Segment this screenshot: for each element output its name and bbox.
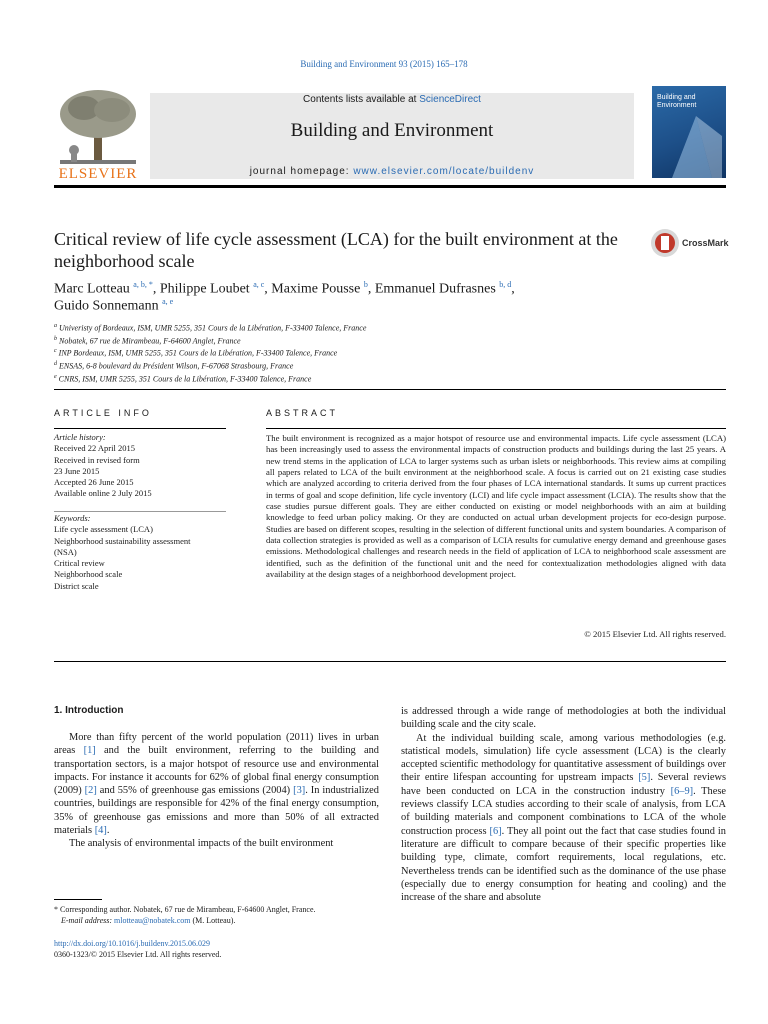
author-affiliation-marks[interactable]: a, e (162, 297, 174, 306)
affiliation-key: a (54, 323, 57, 329)
citation-link[interactable]: [1] (83, 745, 96, 757)
text-run: and the built environment, referring to the building and transportation sectors, is a major hotspot of resource use and environmental impacts. For instance it accounts for 62% of global final energy consumption (2009) (54, 745, 380, 797)
abstract-heading: ABSTRACT (266, 408, 339, 418)
header-rule (54, 185, 726, 188)
keyword-item: (NSA) (54, 546, 77, 557)
author-separator: , (152, 281, 160, 297)
paragraph: The analysis of environmental impacts of the built environment (69, 838, 334, 850)
email-link[interactable]: mlotteau@nobatek.com (114, 916, 191, 925)
crossmark-label: CrossMark (682, 238, 729, 248)
text-run: and 55% of greenhouse gas emissions (2004) (96, 785, 294, 797)
body-column-left (54, 731, 379, 851)
section-rule (266, 428, 726, 429)
authors-line (54, 280, 515, 298)
author-name[interactable]: Emmanuel Dufrasnes (374, 281, 496, 297)
publisher-name: ELSEVIER (58, 166, 138, 182)
author-affiliation-marks[interactable]: b, d (499, 280, 512, 289)
section-rule (54, 428, 226, 429)
text-run: . These reviews classify LCA studies according to their scale of analysis, from LCA of building materials and component combinations to LCA of the whole construction process (401, 785, 726, 837)
author-affiliation-marks[interactable]: a, c (253, 280, 265, 289)
keyword-item: District scale (54, 580, 99, 591)
email-label: E-mail address: (61, 916, 113, 925)
citation-link[interactable]: [3] (293, 785, 306, 797)
history-item: Available online 2 July 2015 (54, 488, 152, 499)
citation-link[interactable]: [6] (489, 825, 502, 837)
history-item: Accepted 26 June 2015 (54, 477, 134, 488)
cover-building-icon (652, 86, 726, 178)
author-name[interactable]: Guido Sonnemann (54, 298, 159, 314)
doi-block (54, 938, 384, 960)
footnote-rule (54, 899, 102, 900)
author-separator: , (264, 281, 272, 297)
text-run: . Several reviews have been conducted on LCA in the construction industry (401, 772, 726, 797)
affiliation-text: Univeristy of Bordeaux, ISM, UMR 5255, 351 Cours de la Libération, F-33400 Talence, France (59, 323, 367, 333)
introduction-heading: 1. Introduction (54, 705, 124, 716)
history-label: Article history: (54, 432, 106, 442)
contents-line (150, 94, 634, 105)
issn-line: 0360-1323/© 2015 Elsevier Ltd. All rights reserved. (54, 950, 222, 959)
abstract-text: The built environment is recognized as a major hotspot of resource use and environmental impacts. Life cycle assessment (LCA) has been increasingly used to assess the environmental impacts of construction products and buildings during the last 25 years. A new trend stems in the application of LCA to larger systems such as urban islets or neighborhoods. This review aims at compiling all papers related to LCA of the built environment at the neighborhood scale. A focus is carried out on 21 existing case studies which are analyzed according to criteria derived from the four phases of LCA international standards. It sums up current practices in terms of goal and scope definition, life cycle inventory (LCI) and life cycle impact assessment (LCIA). The results show that the case studies pursue different goals. They are either conducted on existing or model neighborhoods with an aim at building knowledge to feed urban policy making. Or they are conducted on actual urban development projects for eco-design purpose. Studies are based on different scopes, resulting in the selection of different functional units and system boundaries. A comparison of data collection strategies is provided as well as a comparison of LCIA results for cumulative energy demand and greenhouse gases emissions. Methodological challenges and research needs in the field of application of LCA to neighborhood scale assessment are identified, such as the definition of the functional unit and the need for contextualization methodologies aligned with data availability at the design stages of a neighborhood development project. (266, 433, 726, 580)
section-rule (54, 389, 726, 390)
article-info-heading: ARTICLE INFO (54, 408, 152, 418)
journal-title: Building and Environment (290, 120, 494, 141)
text-run: . (106, 825, 110, 837)
email-suffix: (M. Lotteau). (192, 916, 236, 925)
journal-reference-link[interactable]: Building and Environment 93 (2015) 165–178 (300, 59, 468, 69)
author-separator: , (367, 281, 375, 297)
text-run: . In industrialized countries, buildings are responsible for 42% of the final energy consumption, 35% of greenhouse gas emissions and more than 50% of all extracted materials (54, 785, 379, 837)
history-item: 23 June 2015 (54, 465, 100, 476)
abstract-copyright: © 2015 Elsevier Ltd. All rights reserved. (584, 629, 726, 639)
citation-link[interactable]: [6–9] (670, 785, 694, 797)
citation-link[interactable]: [4] (94, 825, 107, 837)
article-history (54, 432, 226, 500)
text-run: . They all point out the fact that case studies found in literature are difficult to compare because of their specific properties like building type, climate, comfort requirements, local regulations, etc. Nevertheless trends can be identified such as the dominance of the use phase (especially due to energy consumption for heating and cooling) and the increase of the share and absolute (401, 825, 726, 904)
affiliation-item (54, 359, 366, 372)
affiliation-item (54, 321, 366, 334)
body-column-right (401, 705, 726, 904)
keyword-item: Critical review (54, 558, 105, 569)
keywords-rule (54, 511, 226, 512)
keyword-item: Neighborhood sustainability assessment (54, 535, 191, 546)
keyword-item: Life cycle assessment (LCA) (54, 524, 153, 535)
affiliation-item (54, 372, 366, 385)
doi-link[interactable]: http://dx.doi.org/10.1016/j.buildenv.2015.06.029 (54, 939, 210, 948)
keywords (54, 513, 226, 592)
cover-title: Building and Environment (657, 94, 697, 109)
paragraph (54, 731, 379, 837)
citation-link[interactable]: [5] (638, 772, 651, 784)
publisher-logo (54, 86, 142, 184)
crossmark-icon (650, 228, 680, 258)
journal-cover-image (652, 86, 726, 178)
homepage-prefix: journal homepage: (249, 166, 350, 177)
footnote (54, 904, 384, 926)
article-title: Critical review of life cycle assessment (LCA) for the built environment at the neighborhood scale (54, 229, 618, 271)
contents-prefix: Contents lists available at (303, 94, 417, 105)
author-affiliation-marks[interactable]: a, b, * (133, 280, 153, 289)
affiliation-key: b (54, 335, 57, 342)
affiliation-text: Nobatek, 67 rue de Mirambeau, F-64600 Anglet, France (59, 336, 241, 346)
affiliation-key: d (54, 360, 57, 367)
sciencedirect-link[interactable]: ScienceDirect (419, 94, 481, 105)
affiliation-item (54, 334, 366, 347)
history-item: Received 22 April 2015 (54, 443, 135, 454)
crossmark-button[interactable] (650, 228, 730, 258)
paragraph (401, 732, 726, 905)
affiliation-key: c (54, 348, 57, 355)
homepage-line (150, 166, 634, 177)
paragraph: is addressed through a wide range of methodologies at both the individual building scale and the city scale. (401, 706, 726, 731)
affiliations (54, 321, 366, 384)
affiliation-item (54, 346, 366, 359)
author-separator: , (511, 281, 515, 297)
authors-line (54, 297, 173, 315)
history-item: Received in revised form (54, 454, 140, 465)
footnote-line (54, 904, 384, 915)
affiliation-key: e (54, 373, 57, 380)
affiliation-text: INP Bordeaux, ISM, UMR 5255, 351 Cours de la Libération, F-33400 Talence, France (58, 348, 338, 358)
keywords-label: Keywords: (54, 513, 91, 523)
footnote-marker: * (54, 905, 58, 914)
affiliation-text: CNRS, ISM, UMR 5255, 351 Cours de la Libération, F-33400 Talence, France (58, 374, 312, 384)
keyword-item: Neighborhood scale (54, 569, 123, 580)
text-run: More than fifty percent of the world population (2011) lives in urban areas (54, 732, 379, 757)
author-name[interactable]: Maxime Pousse (271, 281, 361, 297)
author-name[interactable]: Marc Lotteau (54, 281, 130, 297)
author-affiliation-marks[interactable]: b (363, 280, 368, 289)
homepage-link[interactable]: www.elsevier.com/locate/buildenv (353, 166, 535, 177)
footnote-text: Corresponding author. Nobatek, 67 rue de Mirambeau, F-64600 Anglet, France. (60, 905, 316, 914)
section-rule (54, 661, 726, 662)
affiliation-text: ENSAS, 6-8 boulevard du Président Wilson, F-67068 Strasbourg, France (59, 361, 294, 371)
footnote-line (54, 915, 384, 926)
text-run: At the individual building scale, among various methodologies (e.g. statistical models, simulation) life cycle assessment (LCA) is the clearly accepted scientific methodology for quantitative assessment of buildings over their entire lifespan accounting for upstream impacts (401, 732, 726, 784)
citation-link[interactable]: [2] (84, 785, 97, 797)
author-name[interactable]: Philippe Loubet (159, 281, 250, 297)
